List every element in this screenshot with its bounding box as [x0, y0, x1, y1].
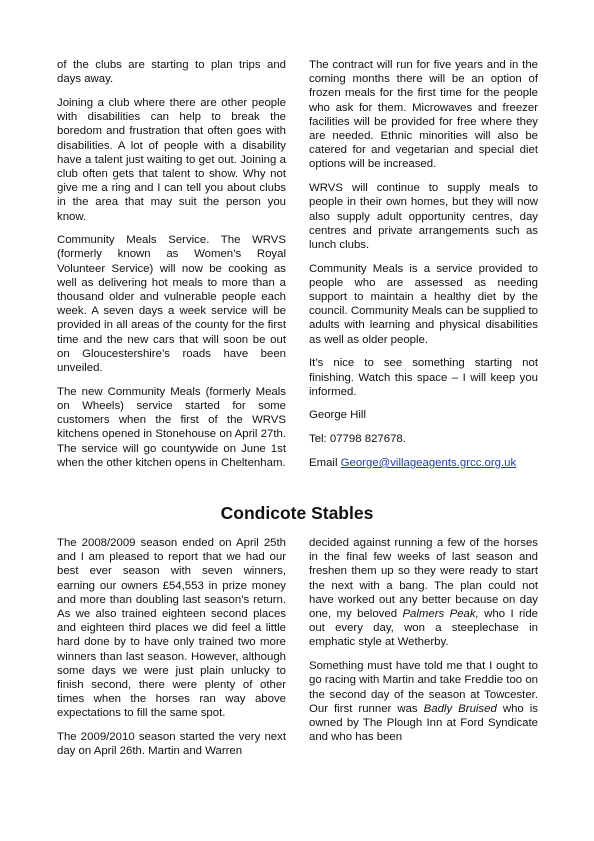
paragraph: The new Community Meals (formerly Meals on Wheels) service started for some customers when the first of the WRVS kitchens opened in Stonehouse on April 27th. The service will go countywide on June 1st when the other kitchen opens in Cheltenham. — [57, 385, 286, 469]
paragraph: Community Meals Service. The WRVS (formerly known as Women’s Royal Volunteer Service) will now be cooking as well as delivering hot meals to more than a thousand older and vulnerable people each week. A seven days a week service will be provided in all areas of the county for the first time and the new cars that will soon be out on Gloucestershire’s roads have been unveiled. — [57, 234, 286, 375]
paragraph — [309, 659, 538, 744]
paragraph: The contract will run for five years and in the coming months there will be an option of frozen meals for the first time for the people who ask for them. Microwaves and freezer facilities will be provided for free where they are needed. Ethnic minorities will also be catered for and vegetarian and special diet options will be increased. — [309, 59, 538, 171]
paragraph: The 2009/2010 season started the very next day on April 26th. Martin and Warren — [57, 731, 286, 758]
text-run: who is owned by The Plough Inn at Ford Syndicate and who has been — [309, 702, 538, 744]
top-left-column — [57, 58, 286, 470]
paragraph: of the clubs are starting to plan trips and days away. — [57, 59, 286, 86]
paragraph: It’s nice to see something starting not finishing. Watch this space – I will keep you informed. — [309, 357, 538, 398]
signature-phone: Tel: 07798 827678. — [309, 433, 406, 446]
bottom-left-column — [57, 536, 286, 759]
text-run: decided against running a few of the horses in the final few weeks of last season and freshen them up so they were ready to start the next with a bang. The plan could not have worked out any better because on day one, my beloved — [309, 537, 538, 621]
horse-name: Badly Bruised — [423, 702, 497, 715]
signature-name: George Hill — [309, 409, 366, 422]
paragraph: Joining a club where there are other people with disabilities can help to break the boredom and frustration that often goes with disabilities. A lot of people with a disability have a talent just waiting to get out. Joining a club often gets that talent to show. Why not give me a ring and I can tell you about clubs in the area that may suit the person you know. — [57, 96, 286, 223]
paragraph — [309, 536, 538, 650]
signature-email-line — [309, 456, 538, 470]
email-link[interactable]: George@villageagents.grcc.org.uk — [340, 456, 517, 469]
horse-name: Palmers Peak, — [402, 608, 479, 621]
paragraph: Community Meals is a service provided to people who are assessed as needing support to maintain a healthy diet by the council. Community Meals can be supplied to adults with learning and physical disabilities as well as older people. — [309, 262, 538, 346]
text-run: who I ride out every day, won a steeplechase in emphatic style at Wetherby. — [309, 608, 538, 649]
email-label: Email — [309, 456, 338, 469]
top-right-column — [309, 58, 538, 470]
paragraph: The 2008/2009 season ended on April 25th and I am pleased to report that we had our best ever season with seven winners, earning our owners £54,553 in prize money and more than doubling last season’s return. As we also trained eighteen second places and eighteen third places we did feel a little hard done by to have only trained two more winners than last season. However, although some days we were just plain unlucky to finish second, there were plenty of other times when the horses ran way above expectations to fill the same spot. — [57, 537, 286, 720]
bottom-right-column — [309, 536, 538, 744]
section-heading: Condicote Stables — [220, 503, 374, 523]
paragraph: WRVS will continue to supply meals to people in their own homes, but they will now also supply adult opportunity centres, day centres and private arrangements such as lunch clubs. — [309, 182, 538, 251]
text-run: Something must have told me that I ought to go racing with Martin and take Freddie too on the second day of the season at Towcester. Our first runner was — [309, 660, 538, 715]
